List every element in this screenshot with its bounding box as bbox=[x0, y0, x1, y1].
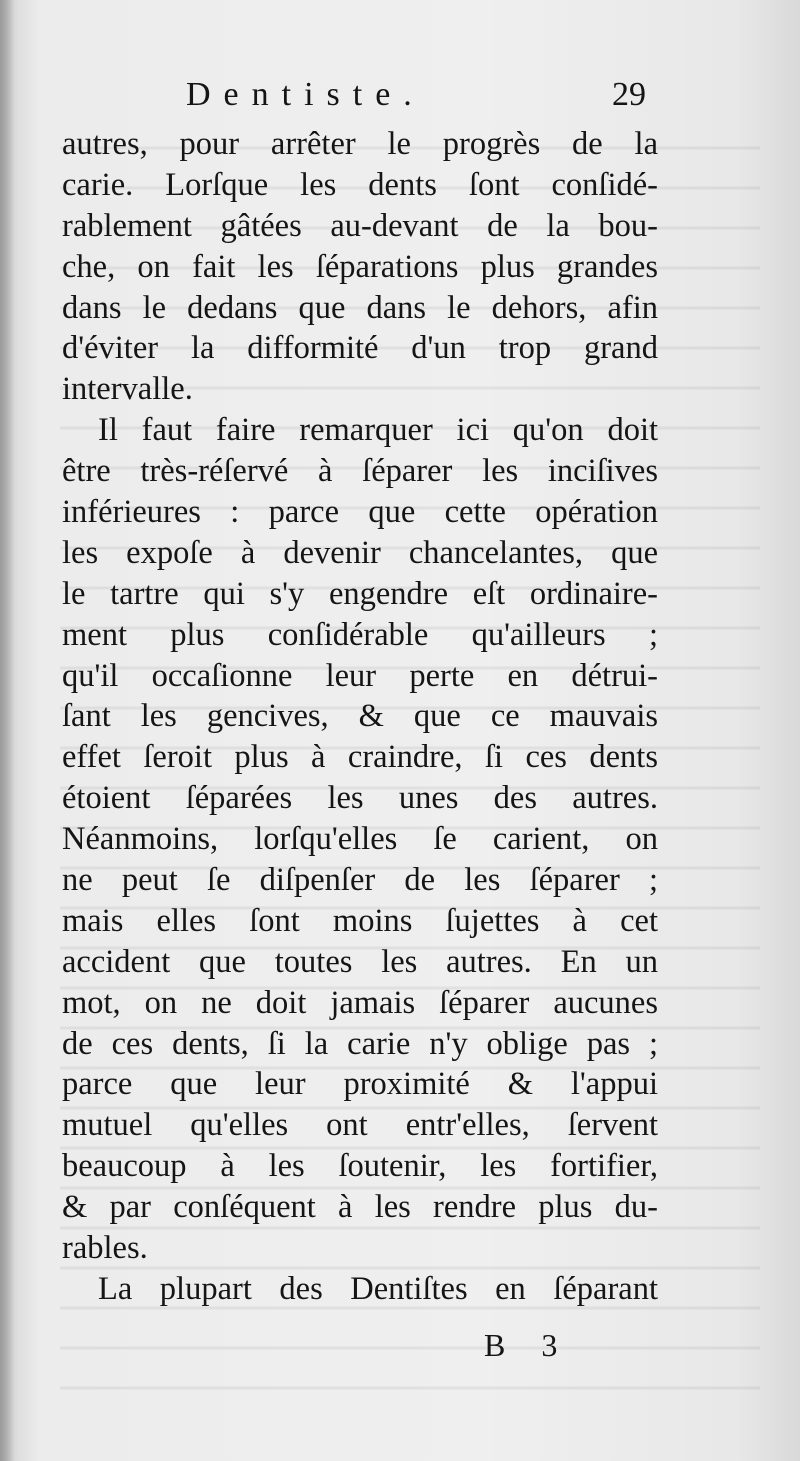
text-line: Il faut faire remarquer ici qu'on doit bbox=[98, 412, 658, 449]
text-line: qu'il occaſionne leur perte en détrui- bbox=[62, 657, 658, 694]
text-line: être très-réſervé à ſéparer les inciſives bbox=[62, 453, 658, 490]
text-line: rables. bbox=[62, 1230, 148, 1267]
text-line: Néanmoins, lorſqu'elles ſe carient, on bbox=[62, 821, 658, 858]
running-title: Dentiste. bbox=[186, 76, 425, 113]
text-line: autres, pour arrêter le progrès de la bbox=[62, 126, 658, 162]
text-line: dans le dedans que dans le dehors, afin bbox=[62, 289, 658, 326]
text-line: effet ſeroit plus à craindre, ſi ces dents bbox=[62, 739, 658, 776]
spine-shadow bbox=[0, 0, 14, 1461]
text-line: inférieures : parce que cette opération bbox=[62, 494, 658, 531]
text-line: ment plus conſidérable qu'ailleurs ; bbox=[62, 616, 658, 653]
text-line: parce que leur proximité & l'appui bbox=[62, 1066, 658, 1103]
text-line: & par conſéquent à les rendre plus du- bbox=[62, 1189, 658, 1226]
text-line: de ces dents, ſi la carie n'y oblige pas ; bbox=[62, 1025, 658, 1062]
text-line: le tartre qui s'y engendre eſt ordinaire- bbox=[62, 575, 658, 612]
text-line: ſant les gencives, & que ce mauvais bbox=[62, 698, 658, 735]
text-line: mutuel qu'elles ont entr'elles, ſervent bbox=[62, 1107, 658, 1144]
text-line: intervalle. bbox=[62, 371, 193, 408]
text-line: étoient ſéparées les unes des autres. bbox=[62, 780, 658, 817]
text-line: ne peut ſe diſpenſer de les ſéparer ; bbox=[62, 862, 658, 899]
text-line: les expoſe à devenir chancelantes, que bbox=[62, 534, 658, 571]
page-footer bbox=[0, 1325, 800, 1365]
text-line: mais elles ſont moins ſujettes à cet bbox=[62, 902, 658, 939]
body-text bbox=[62, 124, 658, 1334]
page-header bbox=[0, 72, 800, 118]
text-line: carie. Lorſque les dents ſont conſidé- bbox=[62, 166, 658, 203]
page-number: 29 bbox=[612, 76, 646, 113]
text-line: rablement gâtées au-devant de la bou- bbox=[62, 207, 658, 244]
text-line: d'éviter la difformité d'un trop grand bbox=[62, 330, 658, 367]
signature-mark: B 3 bbox=[484, 1327, 572, 1363]
text-line: mot, on ne doit jamais ſéparer aucunes bbox=[62, 984, 658, 1021]
text-line: La plupart des Dentiſtes en ſéparant bbox=[98, 1270, 658, 1307]
text-line: accident que toutes les autres. En un bbox=[62, 943, 658, 980]
text-line: che, on fait les ſéparations plus grandes bbox=[62, 248, 658, 285]
text-line: beaucoup à les ſoutenir, les fortifier, bbox=[62, 1148, 658, 1185]
